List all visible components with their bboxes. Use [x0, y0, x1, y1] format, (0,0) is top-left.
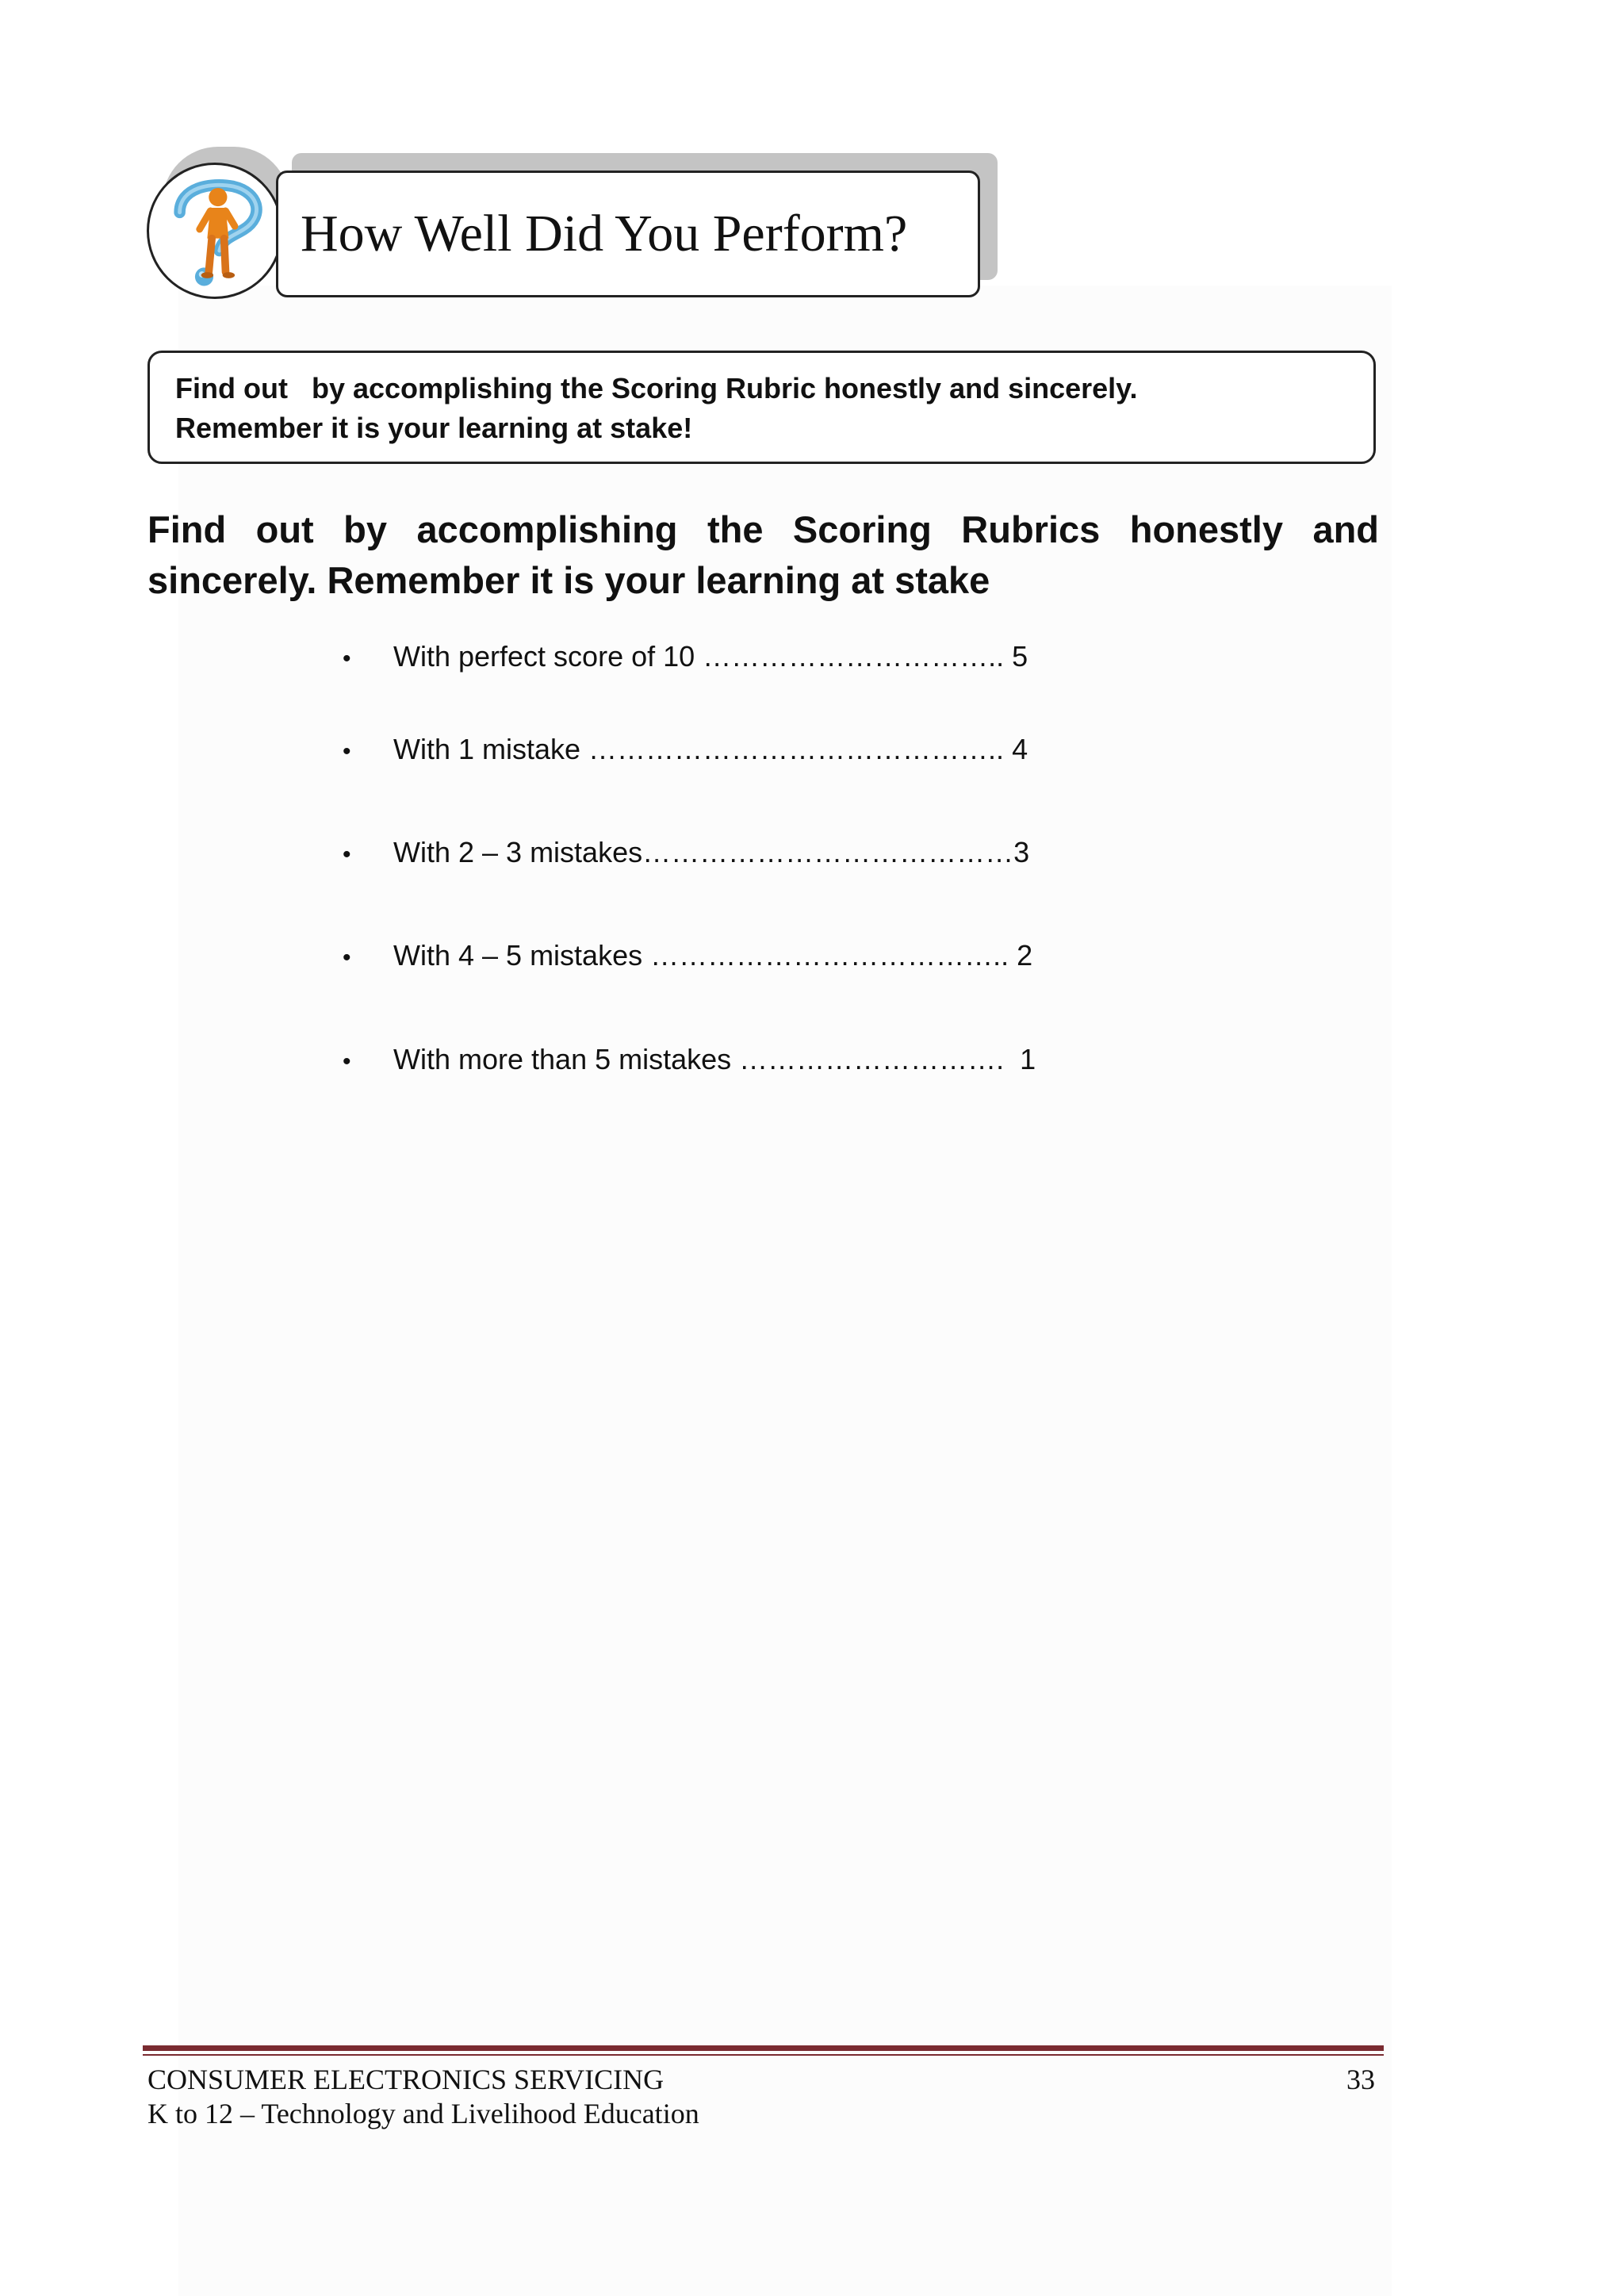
rubric-item-text: With more than 5 mistakes ………………………. 1: [393, 1043, 1036, 1075]
bullet-icon: •: [343, 945, 351, 971]
bullet-icon: •: [343, 646, 351, 672]
instruction-line-1: Find out by accomplishing the Scoring Rubric honestly and sincerely.: [175, 372, 1138, 404]
intro-paragraph: Find out by accomplishing the Scoring Rubrics honestly and sincerely. Remember it is your learning at stake: [147, 508, 1379, 601]
rubric-item: [343, 938, 1032, 976]
rubric-item: [343, 639, 1028, 677]
page-number: 33: [1346, 2064, 1375, 2095]
page-title: How Well Did You Perform?: [301, 205, 908, 263]
rubric-item: [343, 835, 1029, 872]
instruction-line-2: Remember it is your learning at stake!: [175, 412, 693, 444]
rubric-item: [343, 1042, 1036, 1079]
footer-subject: CONSUMER ELECTRONICS SERVICING: [147, 2064, 665, 2095]
footer-divider: [143, 2045, 1384, 2051]
title-box: [276, 171, 980, 297]
rubric-item-text: With 4 – 5 mistakes ……………………………….. 2: [393, 939, 1033, 972]
rubric-item-text: With perfect score of 10 ………………………….. 5: [393, 640, 1028, 673]
bullet-icon: •: [343, 1048, 351, 1075]
rubric-item-text: With 2 – 3 mistakes…………………………………3: [393, 836, 1030, 868]
footer-program: K to 12 – Technology and Livelihood Education: [147, 2098, 699, 2129]
instruction-box: [147, 351, 1376, 464]
footer-divider-thin: [143, 2054, 1384, 2056]
bullet-icon: •: [343, 738, 351, 765]
bullet-icon: •: [343, 841, 351, 868]
rubric-item: [343, 732, 1028, 769]
rubric-item-text: With 1 mistake …………………………………….. 4: [393, 733, 1028, 765]
question-mark-figure-icon: [147, 163, 283, 299]
